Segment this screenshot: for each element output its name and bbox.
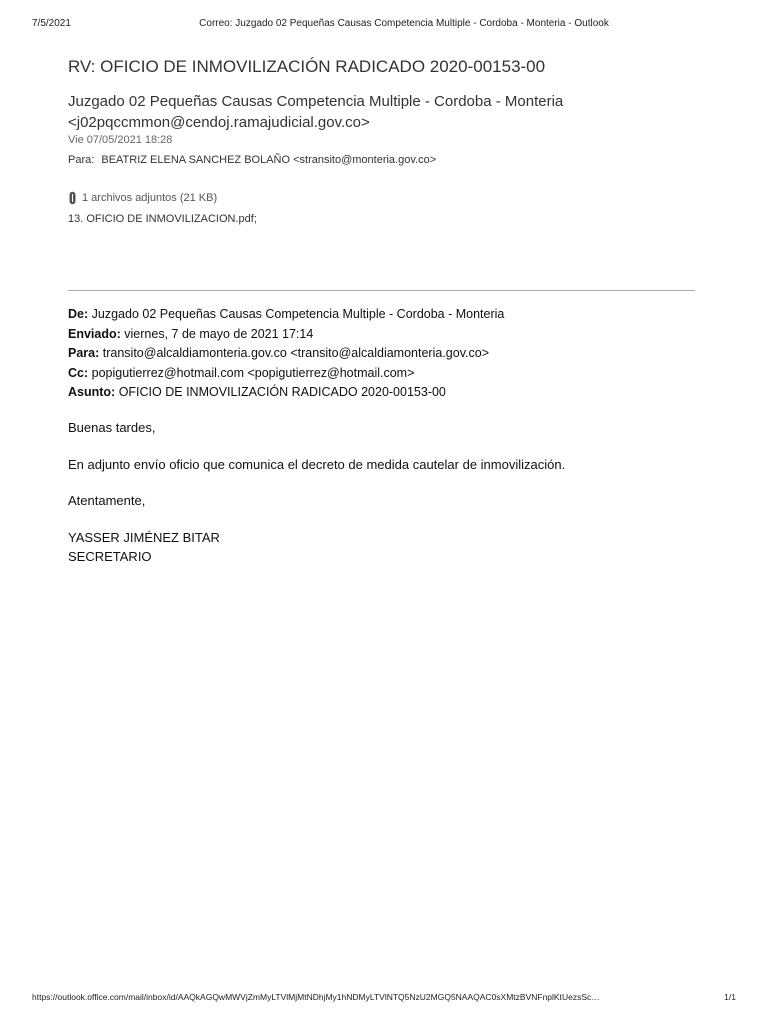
forwarded-sent [68, 325, 504, 345]
attachment-file-link[interactable]: 13. OFICIO DE INMOVILIZACION.pdf; [68, 213, 257, 225]
from-value: Juzgado 02 Pequeñas Causas Competencia Multiple - Cordoba - Monteria [91, 307, 505, 321]
signature-name: YASSER JIMÉNEZ BITAR [68, 530, 220, 545]
attachments-count: 1 archivos adjuntos (21 KB) [82, 192, 218, 204]
greeting: Buenas tardes, [68, 420, 156, 435]
paperclip-icon [68, 191, 77, 205]
sender [68, 91, 668, 133]
forwarded-header [68, 305, 504, 403]
forwarded-cc [68, 364, 504, 384]
print-title: Correo: Juzgado 02 Pequeñas Causas Competencia Multiple - Cordoba - Monteria - Outlook [199, 18, 609, 29]
signature-title: SECRETARIO [68, 549, 152, 564]
to-value: BEATRIZ ELENA SANCHEZ BOLAÑO <stransito@monteria.gov.co> [101, 154, 437, 166]
page-number: 1/1 [724, 992, 736, 1002]
attachments-summary[interactable] [68, 191, 217, 205]
cc-label: Cc: [68, 365, 89, 380]
sent-value: viernes, 7 de mayo de 2021 17:14 [124, 326, 314, 341]
closing: Atentamente, [68, 493, 146, 508]
body-paragraph: En adjunto envío oficio que comunica el decreto de medida cautelar de inmovilización. [68, 457, 566, 472]
print-footer [32, 992, 736, 1004]
cc-value: popigutierrez@hotmail.com <popigutierrez@hotmail.com> [91, 365, 415, 380]
sent-label: Enviado: [68, 326, 121, 341]
from-label: De: [68, 307, 89, 321]
sender-email: <j02pqccmmon@cendoj.ramajudicial.gov.co> [68, 114, 370, 131]
print-header [32, 18, 736, 32]
sender-name: Juzgado 02 Pequeñas Causas Competencia Multiple - Cordoba - Monteria [68, 93, 564, 110]
divider [68, 290, 695, 291]
fwd-subject-value: OFICIO DE INMOVILIZACIÓN RADICADO 2020-00153-00 [118, 385, 446, 399]
forwarded-subject [68, 383, 504, 403]
fwd-to-label: Para: [68, 346, 100, 360]
print-date: 7/5/2021 [32, 18, 71, 29]
forwarded-to [68, 344, 504, 364]
to-label: Para: [68, 154, 95, 166]
fwd-subject-label: Asunto: [68, 385, 116, 399]
email-subject: RV: OFICIO DE INMOVILIZACIÓN RADICADO 2020-00153-00 [68, 57, 546, 76]
to-recipients [68, 154, 436, 166]
print-url: https://outlook.office.com/mail/inbox/id/AAQkAGQwMWVjZmMyLTVlMjMtNDhjMy1hNDMyLTVlNTQ5NzU2MGQ5NAAQAC0sXMtzBVNFnplKtUezsSc… [32, 992, 600, 1002]
forwarded-from [68, 305, 504, 325]
fwd-to-value: transito@alcaldiamonteria.gov.co <transito@alcaldiamonteria.gov.co> [102, 346, 489, 360]
sent-date: Vie 07/05/2021 18:28 [68, 134, 173, 146]
